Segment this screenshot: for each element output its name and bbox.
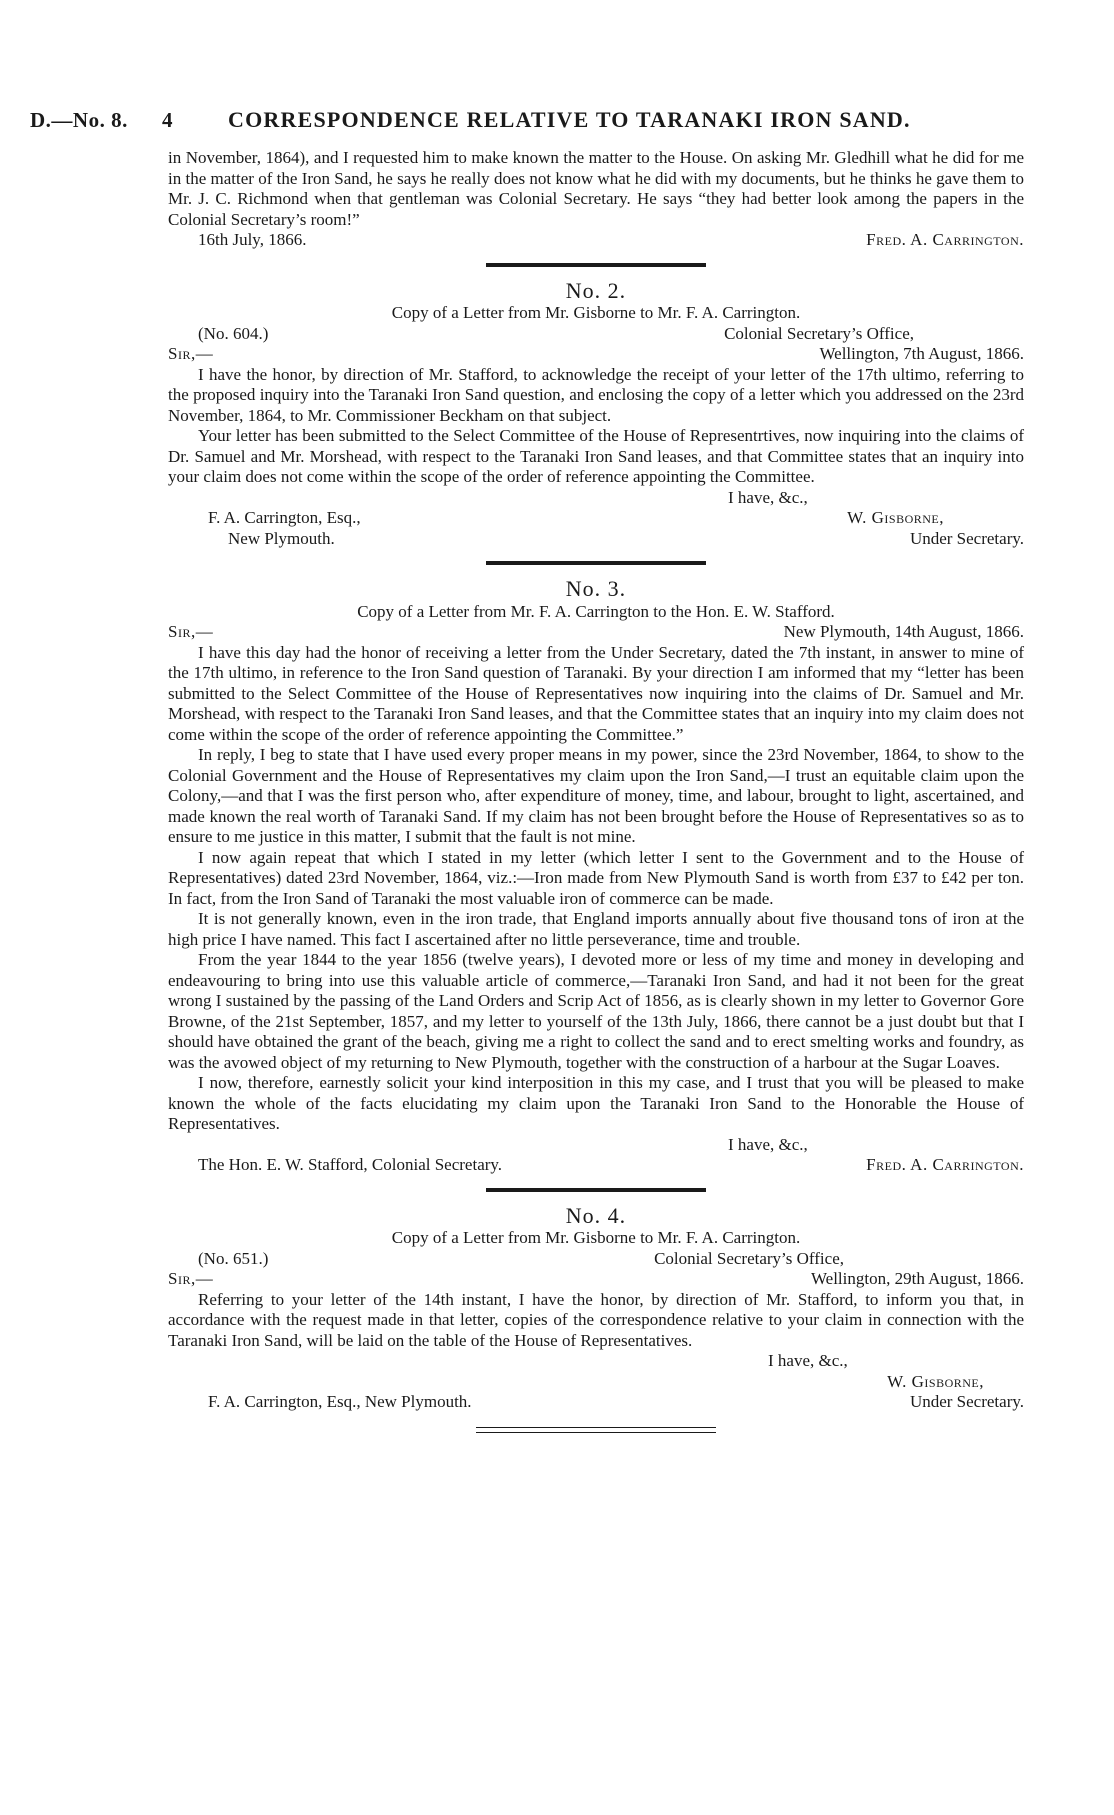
letter-3-salutation: Sir,—: [168, 622, 214, 641]
letter-3-closing: I have, &c.,: [728, 1134, 808, 1154]
page-number: 4: [162, 108, 173, 132]
intro-paragraph: in November, 1864), and I requested him to make known the matter to the House. On asking Mr. Gledhill what he did for me in the matter of the Iron Sand, he says he really does not know what he did with my documents, but he thinks he gave them to Mr. J. C. Richmond when that gentleman was Colonial Secretary. He says “they had better look among the papers in the Colonial Secretary’s room!”: [168, 148, 1024, 229]
letter-2-salutation-row: [168, 344, 1024, 365]
letter-2-number: No. 2.: [565, 277, 627, 303]
letter-3-paragraph-5: From the year 1844 to the year 1856 (twelve years), I devoted more or less of my time and money in developing and endeavouring to bring into use this valuable article of commerce,—Taranaki Iron Sand, and had it not been for the great wrong I sustained by the passing of the Land Orders and Scrip Act of 1856, as is clearly shown in my letter to Governor Gore Browne, of the 21st September, 1857, and my letter to yourself of the 13th July, 1866, there cannot be a just doubt but that I should have obtained the grant of the beach, giving me a right to collect the sand and to erect smelting works and foundry, as was the avowed object of my returning to New Plymouth, together with the construction of a harbour at the Sugar Loaves.: [168, 950, 1024, 1072]
letter-4-address-row: [168, 1392, 1024, 1413]
letter-3-paragraph-1: I have this day had the honor of receiving a letter from the Under Secretary, dated the 7th instant, in answer to mine of the 17th ultimo, in reference to the Iron Sand question of Taranaki. By your direction I am informed that my “letter has been submitted to the Select Committee of the House of Representatives now inquiring into the claims of Dr. Samuel and Mr. Morshead, with respect to the Taranaki Iron Sand leases, and that the Committee states that an inquiry into my claim does not come within the scope of the order of reference appointing the Committee.”: [168, 642, 1024, 744]
letter-4-ref-row: [168, 1249, 1024, 1270]
section-divider: [486, 561, 706, 565]
letter-3-addressee: The Hon. E. W. Stafford, Colonial Secretary.: [198, 1155, 503, 1174]
letter-2-addressee: F. A. Carrington, Esq.,: [208, 508, 361, 527]
letter-4-closing: I have, &c.,: [768, 1351, 848, 1370]
letter-3-paragraph-4: It is not generally known, even in the iron trade, that England imports annually about five thousand tons of iron at the high price I have named. This fact I ascertained after no little perseverance, time and trouble.: [168, 909, 1024, 949]
intro-signature: Fred. A. Carrington.: [866, 230, 1024, 249]
letter-3-signer: Fred. A. Carrington.: [866, 1155, 1024, 1174]
letter-3-paragraph-2: In reply, I beg to state that I have used every proper means in my power, since the 23rd November, 1864, to show to the Colonial Government and the House of Representatives my claim upon the Iron Sand,—I trust an equitable claim upon the Colony,—and that I was the first person who, after expenditure of money, time, and labour, brought to light, ascertained, and made known the real worth of Taranaki Sand. If my claim has not been brought before the House of Representatives so as to ensure to me justice in this matter, I submit that the fault is not mine.: [168, 745, 1024, 846]
letter-2-paragraph-2: Your letter has been submitted to the Select Committee of the House of Representrtives, now inquiring into the claims of Dr. Samuel and Mr. Morshead, with respect to the Taranaki Iron Sand leases, and that Committee states that an inquiry into your claim does not come within the scope of the order of reference appointing the Committee.: [168, 426, 1024, 486]
letter-4-signer: W. Gisborne,: [887, 1371, 984, 1391]
letter-2-address-row-2: [168, 529, 1024, 550]
letter-2-closing: I have, &c.,: [728, 487, 808, 507]
end-rule: [476, 1427, 716, 1428]
letter-2-office: Colonial Secretary’s Office,: [724, 323, 914, 343]
intro-signoff: [168, 230, 1024, 251]
letter-3-paragraph-3: I now again repeat that which I stated in my letter (which letter I sent to the Government and to the House of Representatives) dated 23rd November, 1864, viz.:—Iron made from New Plymouth Sand is worth from £37 to £42 per ton. In fact, from the Iron Sand of Taranaki the most valuable iron of commerce can be made.: [168, 847, 1024, 908]
letter-4-paragraph-1: Referring to your letter of the 14th instant, I have the honor, by direction of Mr. Stafford, to inform you that, in accordance with the request made in that letter, copies of the correspondence relative to your claim in connection with the Taranaki Iron Sand, will be laid on the table of the House of Representatives.: [168, 1289, 1024, 1350]
letter-2-signer-title: Under Secretary.: [909, 528, 1024, 548]
page-header: [30, 107, 1024, 148]
intro-date: 16th July, 1866.: [198, 230, 307, 249]
section-divider: [486, 263, 706, 267]
letter-2-address-row-1: [168, 508, 1024, 529]
letter-3-caption: Copy of a Letter from Mr. F. A. Carrington to the Hon. E. W. Stafford.: [357, 601, 835, 621]
letter-3-address-row: [168, 1155, 1024, 1176]
letter-2-addressee-place: New Plymouth.: [228, 528, 335, 548]
letter-2-paragraph-1: I have the honor, by direction of Mr. Stafford, to acknowledge the receipt of your letter of the 17th ultimo, referring to the proposed inquiry into the Taranaki Iron Sand question, and enclosing the copy of a letter which you addressed on the 23rd November, 1864, to Mr. Commissioner Beckham on that subject.: [168, 364, 1024, 425]
letter-3-paragraph-6: I now, therefore, earnestly solicit your kind interposition in this my case, and I trust that you will be pleased to make known the whole of the facts elucidating my claim upon the Taranaki Iron Sand to the Honorable the House of Representatives.: [168, 1073, 1024, 1133]
letter-2-caption: Copy of a Letter from Mr. Gisborne to Mr. F. A. Carrington.: [391, 303, 801, 322]
section-divider: [486, 1188, 706, 1192]
letter-4-caption: Copy of a Letter from Mr. Gisborne to Mr. F. A. Carrington.: [391, 1228, 801, 1247]
letter-4-signer-title: Under Secretary.: [909, 1392, 1024, 1411]
letter-2-ref: (No. 604.): [198, 323, 269, 343]
document-reference: D.—No. 8.: [30, 108, 128, 132]
letter-4-office: Colonial Secretary’s Office,: [654, 1248, 844, 1268]
letter-3-salutation-row: [168, 622, 1024, 643]
letter-4-salutation-row: [168, 1269, 1024, 1290]
letter-4-place-date: Wellington, 29th August, 1866.: [810, 1269, 1024, 1288]
letter-2-salutation: Sir,—: [168, 344, 214, 363]
letter-2-place-date: Wellington, 7th August, 1866.: [819, 344, 1024, 363]
letter-4-ref: (No. 651.): [198, 1248, 269, 1268]
letter-3-place-date: New Plymouth, 14th August, 1866.: [783, 622, 1024, 641]
letter-4-addressee: F. A. Carrington, Esq., New Plymouth.: [208, 1392, 472, 1411]
end-rule: [476, 1432, 716, 1433]
letter-4-number: No. 4.: [565, 1202, 627, 1228]
letter-4-salutation: Sir,—: [168, 1269, 214, 1288]
letter-2-ref-row: [168, 324, 1024, 345]
page-title: CORRESPONDENCE RELATIVE TO TARANAKI IRON SAND.: [228, 107, 911, 132]
letter-3-number: No. 3.: [565, 576, 627, 601]
letter-2-signer: W. Gisborne,: [847, 508, 944, 527]
